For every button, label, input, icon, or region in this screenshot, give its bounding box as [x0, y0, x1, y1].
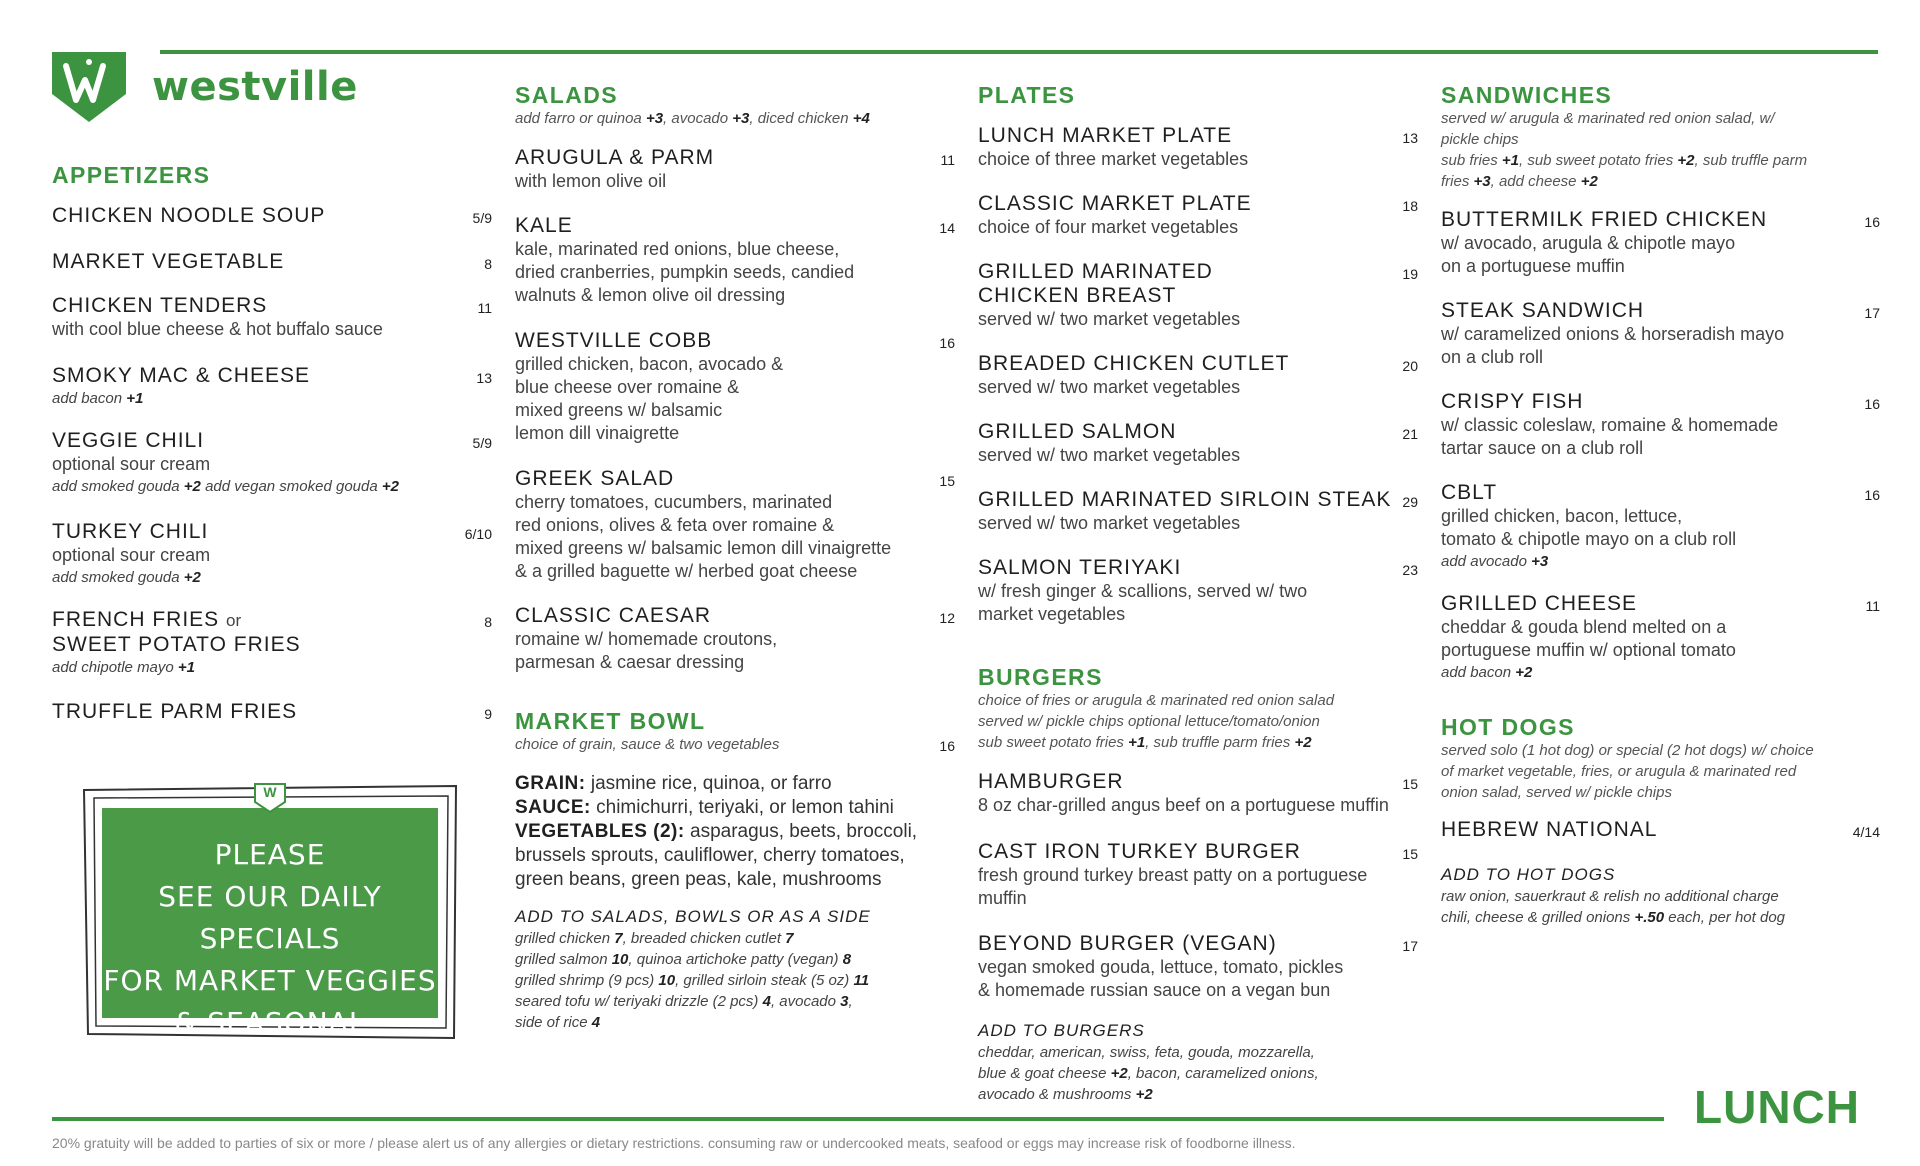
item-description: portuguese muffin w/ optional tomato — [1441, 640, 1736, 660]
appetizers-heading: APPETIZERS — [52, 162, 211, 188]
add-to-salads-section — [515, 906, 955, 1033]
item-description: on a club roll — [1441, 347, 1544, 367]
menu-item-veggie-chili — [52, 429, 492, 497]
item-description: w/ classic coleslaw, romaine & homemade — [1441, 415, 1779, 435]
item-price: 21 — [1402, 426, 1418, 442]
item-description: lemon dill vinaigrette — [515, 423, 680, 443]
westville-logo-icon — [50, 50, 128, 124]
menu-item-westville-cobb — [515, 329, 955, 445]
item-name: TRUFFLE PARM FRIES — [52, 700, 298, 723]
add-sides-line: grilled shrimp (9 pcs) 10, grilled sirloin steak (5 oz) 11 — [515, 972, 870, 989]
item-description: served w/ two market vegetables — [978, 309, 1241, 329]
item-name: HEBREW NATIONAL — [1441, 818, 1658, 841]
item-description: cherry tomatoes, cucumbers, marinated — [515, 492, 833, 512]
bowl-grain: GRAIN: jasmine rice, quinoa, or farro — [515, 773, 832, 794]
item-description: walnuts & lemon olive oil dressing — [515, 285, 786, 305]
item-price: 23 — [1402, 562, 1418, 578]
item-description: dried cranberries, pumpkin seeds, candied — [515, 262, 855, 282]
item-price: 16 — [1864, 487, 1880, 503]
item-addon: add smoked gouda +2 — [52, 569, 201, 586]
item-price: 15 — [1402, 846, 1418, 862]
footer-rule — [52, 1117, 1664, 1121]
item-addon: add avocado +3 — [1441, 553, 1549, 570]
item-description: grilled chicken, bacon, lettuce, — [1441, 506, 1683, 526]
header-rule — [160, 50, 1878, 54]
item-price: 6/10 — [464, 526, 492, 542]
menu-item-classic-caesar — [515, 604, 955, 674]
add-sides-line: grilled salmon 10, quinoa artichoke patty (vegan) 8 — [515, 951, 852, 968]
specials-board — [80, 782, 460, 1081]
item-price: 16 — [939, 738, 955, 754]
item-description: choice of four market vegetables — [978, 217, 1239, 237]
item-description: tomato & chipotle mayo on a club roll — [1441, 529, 1737, 549]
menu-item-turkey-chili — [52, 520, 492, 588]
item-price: 8 — [484, 614, 492, 630]
menu-item-steak-sandwich — [1441, 299, 1881, 369]
menu-item-classic-market-plate — [978, 192, 1418, 239]
item-description: grilled chicken, bacon, avocado & — [515, 354, 784, 374]
item-description: w/ caramelized onions & horseradish mayo — [1441, 324, 1785, 344]
item-name: CBLT — [1441, 481, 1498, 504]
item-name: STEAK SANDWICH — [1441, 299, 1645, 322]
item-name: FRENCH FRIES or — [52, 608, 242, 631]
item-name: GRILLED SALMON — [978, 420, 1177, 443]
item-price: 5/9 — [472, 210, 492, 226]
item-price: 16 — [939, 335, 955, 351]
item-price: 16 — [1864, 214, 1880, 230]
item-name: CAST IRON TURKEY BURGER — [978, 840, 1301, 863]
item-addon: add smoked gouda +2 add vegan smoked gouda +2 — [52, 478, 399, 495]
item-price: 20 — [1402, 358, 1418, 374]
add-hot-dogs-line: chili, cheese & grilled onions +.50 each, per hot dog — [1441, 909, 1786, 926]
item-description: served w/ two market vegetables — [978, 513, 1241, 533]
menu-item-market-vegetable — [52, 250, 492, 274]
item-price: 5/9 — [472, 435, 492, 451]
item-description: market vegetables — [978, 604, 1126, 624]
item-description: kale, marinated red onions, blue cheese, — [515, 239, 840, 259]
bowl-vegetables: green beans, green peas, kale, mushrooms — [515, 869, 882, 890]
item-price: 14 — [939, 220, 955, 236]
item-name: CLASSIC MARKET PLATE — [978, 192, 1252, 215]
market-bowl-subtitle: choice of grain, sauce & two vegetables — [515, 736, 780, 753]
item-description: blue cheese over romaine & — [515, 377, 740, 397]
menu-item-sirloin-steak — [978, 488, 1418, 535]
item-description: served w/ two market vegetables — [978, 377, 1241, 397]
menu-item-cblt — [1441, 481, 1881, 572]
menu-item-salmon-teriyaki — [978, 556, 1418, 626]
menu-item-grilled-cheese — [1441, 592, 1881, 683]
add-sides-heading: ADD TO SALADS, BOWLS OR AS A SIDE — [515, 907, 871, 926]
item-description: cheddar & gouda blend melted on a — [1441, 617, 1727, 637]
menu-item-kale — [515, 214, 955, 307]
menu-item-grilled-salmon — [978, 420, 1418, 467]
item-description: w/ fresh ginger & scallions, served w/ two — [978, 581, 1308, 601]
item-description: fresh ground turkey breast patty on a portuguese — [978, 865, 1368, 885]
item-description: muffin — [978, 888, 1027, 908]
menu-item-chicken-noodle-soup — [52, 204, 492, 228]
add-sides-line: seared tofu w/ teriyaki drizzle (2 pcs) 4, avocado 3, — [515, 993, 853, 1010]
menu-item-buttermilk-fried-chicken — [1441, 208, 1881, 278]
hot-dogs-heading: HOT DOGS — [1441, 714, 1575, 740]
item-price: 17 — [1402, 938, 1418, 954]
item-price: 8 — [484, 256, 492, 272]
add-hot-dogs-heading: ADD TO HOT DOGS — [1441, 865, 1616, 884]
item-name: GRILLED MARINATED — [978, 260, 1213, 283]
item-addon: add bacon +1 — [52, 390, 144, 407]
item-price: 15 — [1402, 776, 1418, 792]
add-sides-line: side of rice 4 — [515, 1014, 601, 1031]
item-name: GRILLED MARINATED SIRLOIN STEAK — [978, 488, 1392, 511]
item-price: 13 — [476, 370, 492, 386]
item-price: 19 — [1402, 266, 1418, 282]
item-description: optional sour cream — [52, 545, 211, 565]
item-price: 16 — [1864, 396, 1880, 412]
item-description: 8 oz char-grilled angus beef on a portuguese muffin — [978, 795, 1389, 815]
menu-item-truffle-parm-fries — [52, 700, 492, 724]
bowl-vegetables: VEGETABLES (2): asparagus, beets, broccoli, — [515, 821, 918, 842]
item-name: TURKEY CHILI — [52, 520, 209, 543]
item-name: BREADED CHICKEN CUTLET — [978, 352, 1290, 375]
item-price: 15 — [939, 473, 955, 489]
menu-item-hamburger — [978, 770, 1418, 817]
bowl-vegetables: brussels sprouts, cauliflower, cherry tomatoes, — [515, 845, 905, 866]
item-description: & homemade russian sauce on a vegan bun — [978, 980, 1331, 1000]
add-burgers-heading: ADD TO BURGERS — [978, 1021, 1145, 1040]
item-description: with cool blue cheese & hot buffalo sauce — [52, 319, 383, 339]
item-addon: add chipotle mayo +1 — [52, 659, 196, 676]
item-description: served w/ two market vegetables — [978, 445, 1241, 465]
item-price: 11 — [477, 300, 492, 316]
salads-heading: SALADS — [515, 82, 618, 108]
menu-item-lunch-market-plate — [978, 124, 1418, 171]
item-price: 29 — [1402, 494, 1418, 510]
item-description: optional sour cream — [52, 454, 211, 474]
item-name: WESTVILLE COBB — [515, 329, 713, 352]
menu-item-beyond-burger — [978, 932, 1418, 1002]
item-name-secondary: SWEET POTATO FRIES — [52, 633, 301, 656]
hot-dogs-subtitle: served solo (1 hot dog) or special (2 hot dogs) w/ choice of market vegetable, fries, or arugula & marinated red onion salad, served w/ pickle chips — [1441, 742, 1814, 801]
item-price: 17 — [1864, 305, 1880, 321]
item-name: GRILLED CHEESE — [1441, 592, 1638, 615]
item-description: with lemon olive oil — [515, 171, 667, 191]
item-name: VEGGIE CHILI — [52, 429, 205, 452]
menu-item-chicken-tenders — [52, 294, 492, 341]
add-burgers-line: avocado & mushrooms +2 — [978, 1086, 1153, 1103]
sandwiches-subtitle: served w/ arugula & marinated red onion salad, w/ pickle chips sub fries +1, sub sweet potato fries +2, sub truffle parm fries +3, add cheese +2 — [1441, 110, 1808, 190]
item-name: SMOKY MAC & CHEESE — [52, 364, 311, 387]
item-name: KALE — [515, 214, 573, 237]
add-burgers-line: blue & goat cheese +2, bacon, caramelized onions, — [978, 1065, 1319, 1082]
specials-line: SEE OUR DAILY SPECIALS — [158, 880, 382, 955]
item-name: BUTTERMILK FRIED CHICKEN — [1441, 208, 1768, 231]
item-name: CRISPY FISH — [1441, 390, 1584, 413]
item-name: BEYOND BURGER (VEGAN) — [978, 932, 1277, 955]
item-price: 11 — [1865, 598, 1880, 614]
brand-name: westville — [152, 64, 358, 110]
menu-item-crispy-fish — [1441, 390, 1881, 460]
specials-text — [102, 834, 438, 1086]
item-price: 18 — [1402, 198, 1418, 214]
menu-item-fries — [52, 608, 492, 678]
item-description: & a grilled baguette w/ herbed goat cheese — [515, 561, 858, 581]
item-description: mixed greens w/ balsamic lemon dill vinaigrette — [515, 538, 892, 558]
item-description: w/ avocado, arugula & chipotle mayo — [1441, 233, 1736, 253]
item-name: GREEK SALAD — [515, 467, 675, 490]
menu-item-grilled-chicken-breast — [978, 260, 1418, 331]
menu-item-smoky-mac-cheese — [52, 364, 492, 409]
item-description: mixed greens w/ balsamic — [515, 400, 723, 420]
add-to-hot-dogs-section — [1441, 864, 1881, 928]
item-price: 11 — [940, 152, 955, 168]
bowl-sauce: SAUCE: chimichurri, teriyaki, or lemon tahini — [515, 797, 894, 818]
item-description: vegan smoked gouda, lettuce, tomato, pickles — [978, 957, 1344, 977]
item-name: HAMBURGER — [978, 770, 1124, 793]
item-name: CHICKEN BREAST — [978, 284, 1177, 307]
item-price: 12 — [939, 610, 955, 626]
item-description: tartar sauce on a club roll — [1441, 438, 1644, 458]
item-name: MARKET VEGETABLE — [52, 250, 285, 273]
item-name: CHICKEN TENDERS — [52, 294, 268, 317]
burgers-subtitle: choice of fries or arugula & marinated red onion salad served w/ pickle chips optional lettuce/tomato/onion sub sweet potato fries +1, sub truffle parm fries +2 — [978, 692, 1335, 751]
footer-disclaimer: 20% gratuity will be added to parties of six or more / please alert us of any allergies or dietary restrictions. consuming raw or undercooked meats, seafood or eggs may increase risk of foodborne illness. — [52, 1135, 1296, 1151]
salads-subtitle: add farro or quinoa +3, avocado +3, diced chicken +4 — [515, 110, 870, 127]
menu-item-turkey-burger — [978, 840, 1418, 910]
specials-line: PLEASE — [214, 838, 326, 871]
item-name: ARUGULA & PARM — [515, 146, 715, 169]
burgers-heading: BURGERS — [978, 664, 1103, 690]
market-bowl-heading: MARKET BOWL — [515, 708, 706, 734]
item-addon: add bacon +2 — [1441, 664, 1533, 681]
add-burgers-line: cheddar, american, swiss, feta, gouda, mozzarella, — [978, 1044, 1315, 1061]
plates-heading: PLATES — [978, 82, 1076, 108]
add-to-burgers-section — [978, 1020, 1418, 1105]
menu-item-hebrew-national — [1441, 818, 1881, 842]
specials-line: & SEASONAL OFFERINGS — [174, 1006, 366, 1081]
menu-label: LUNCH — [1694, 1081, 1860, 1133]
item-name: CHICKEN NOODLE SOUP — [52, 204, 326, 227]
item-price: 13 — [1402, 130, 1418, 146]
item-description: on a portuguese muffin — [1441, 256, 1625, 276]
market-bowl-options — [515, 772, 955, 892]
item-description: romaine w/ homemade croutons, — [515, 629, 778, 649]
item-description: red onions, olives & feta over romaine & — [515, 515, 835, 535]
item-name: SALMON TERIYAKI — [978, 556, 1182, 579]
item-price: 9 — [484, 706, 492, 722]
specials-badge-icon: W — [263, 784, 277, 800]
menu-item-arugula-parm — [515, 146, 955, 193]
sandwiches-heading: SANDWICHES — [1441, 82, 1613, 108]
item-price: 4/14 — [1852, 824, 1880, 840]
menu-item-breaded-chicken-cutlet — [978, 352, 1418, 399]
menu-item-greek-salad — [515, 467, 955, 583]
add-sides-line: grilled chicken 7, breaded chicken cutlet 7 — [515, 930, 794, 947]
item-description: parmesan & caesar dressing — [515, 652, 745, 672]
item-name: CLASSIC CAESAR — [515, 604, 712, 627]
item-description: choice of three market vegetables — [978, 149, 1249, 169]
add-hot-dogs-line: raw onion, sauerkraut & relish no additional charge — [1441, 888, 1779, 905]
item-name: LUNCH MARKET PLATE — [978, 124, 1233, 147]
specials-line: FOR MARKET VEGGIES — [103, 964, 437, 997]
